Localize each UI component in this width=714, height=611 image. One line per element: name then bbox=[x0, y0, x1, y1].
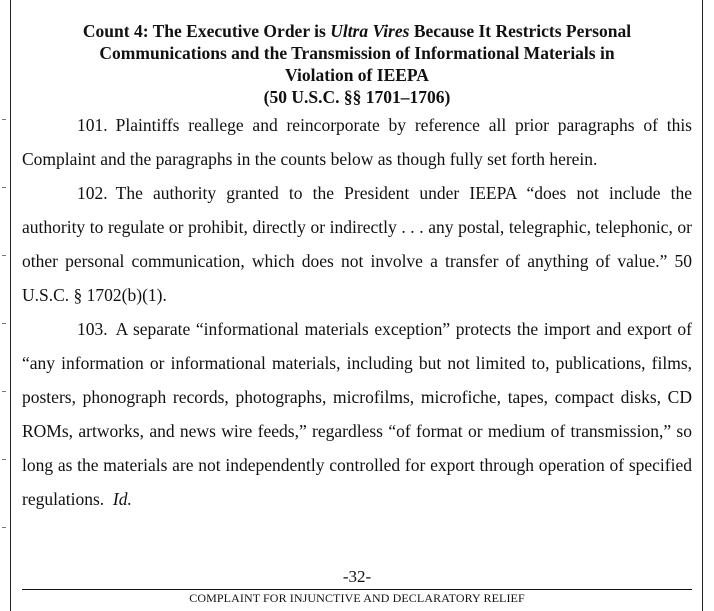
paragraph-text: The authority granted to the President under IEEPA “does not include the authority to regulate or prohibit, directly or indirectly . . . any postal, telegraphic, telephonic, or other personal communication, which does not involve a transfer of anything of value.” 50 U.S.C. § 1702(b)(1). bbox=[22, 183, 692, 305]
line-number-mark bbox=[2, 459, 6, 460]
paragraph-number: 103. bbox=[77, 319, 108, 339]
heading-italic-term: Ultra Vires bbox=[330, 21, 410, 41]
footer-title: COMPLAINT FOR INJUNCTIVE AND DECLARATORY RELIEF bbox=[189, 591, 525, 605]
paragraph-text: Plaintiffs reallege and reincorporate by reference all prior paragraphs of this Complaint and the paragraphs in the counts below as though fully set forth herein. bbox=[22, 115, 692, 169]
heading-line-1 bbox=[22, 20, 692, 42]
id-citation: Id. bbox=[112, 489, 132, 509]
line-number-mark bbox=[2, 119, 6, 120]
line-number-mark bbox=[2, 187, 6, 188]
left-margin-rule bbox=[10, 0, 11, 611]
right-margin-rule bbox=[702, 0, 703, 611]
page-number: -32- bbox=[342, 567, 372, 586]
document-page bbox=[22, 0, 692, 516]
paragraph-number: 102. bbox=[77, 183, 108, 203]
paragraph-text: A separate “informational materials exception” protects the import and export of “any information or informational materials, including but not limited to, publications, films, posters, phonograph records, photographs, microfilms, microfiche, tapes, compact disks, CD ROMs, artworks, and news wire feeds,” regardless “of format or medium of transmission,” so long as the materials are not independently controlled for export through operation of specified regulations. bbox=[22, 319, 692, 509]
heading-text: Count 4: The Executive Order is bbox=[82, 21, 331, 41]
footer-rule bbox=[22, 589, 692, 590]
line-number-mark bbox=[2, 527, 6, 528]
heading-line-3: Violation of IEEPA bbox=[285, 65, 429, 85]
line-number-mark bbox=[2, 391, 6, 392]
paragraph-101 bbox=[22, 108, 692, 176]
paragraph-number: 101. bbox=[77, 115, 108, 135]
count-heading bbox=[22, 20, 692, 108]
heading-line-2: Communications and the Transmission of Informational Materials in bbox=[99, 43, 615, 63]
line-number-mark bbox=[2, 323, 6, 324]
paragraph-102 bbox=[22, 176, 692, 312]
line-number-mark bbox=[2, 255, 6, 256]
paragraph-103 bbox=[22, 312, 692, 516]
heading-statute-citation: (50 U.S.C. §§ 1701–1706) bbox=[263, 87, 451, 107]
heading-text: Because It Restricts Personal bbox=[409, 21, 632, 41]
